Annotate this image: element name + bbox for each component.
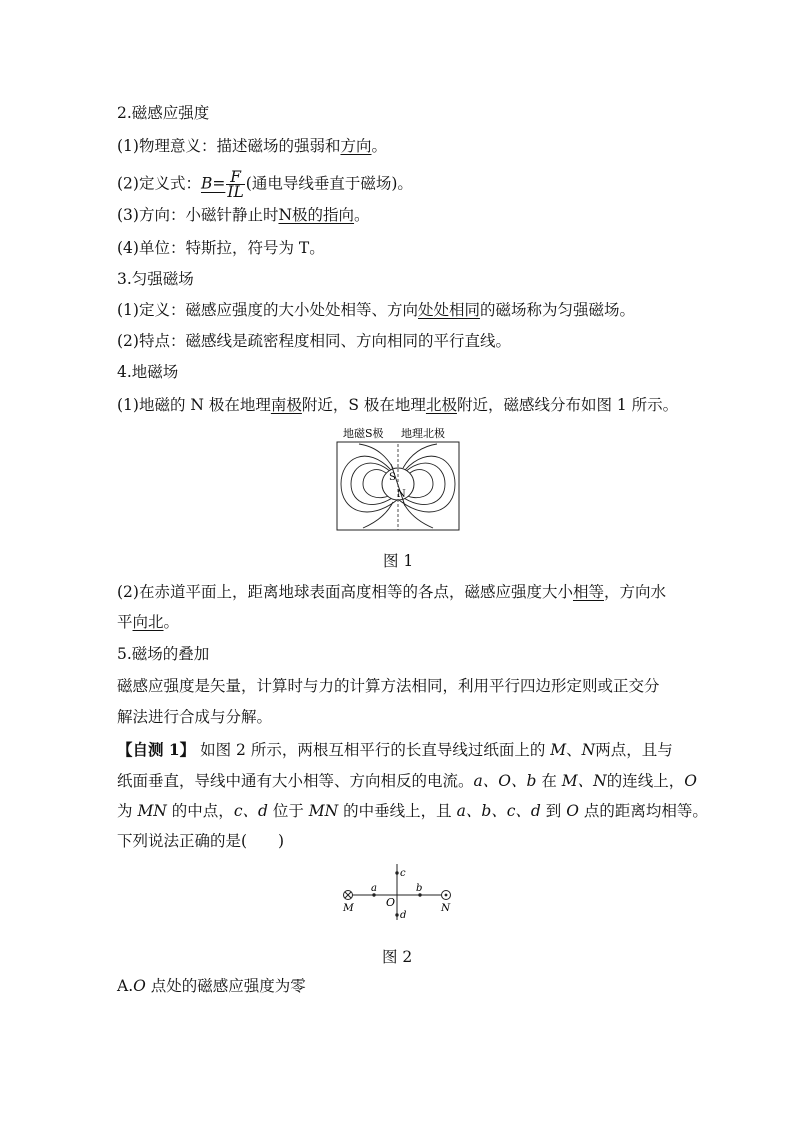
s2-meaning-line: (1)物理意义：描述磁场的强弱和方向。 [117, 137, 387, 155]
option-a: A.O 点处的磁感应强度为零 [117, 977, 306, 995]
fig2-wire-m-into-page [344, 891, 353, 900]
s5-line-2: 解法进行合成与分解。 [117, 708, 273, 726]
fig1-label-geo-north: 地理北极 [401, 427, 445, 440]
fig2-point-d [395, 913, 398, 916]
fig2-label-b: b [416, 883, 423, 894]
s5-line-1: 磁感应强度是矢量，计算时与力的计算方法相同，利用平行四边形定则或正交分 [117, 677, 660, 695]
s3-feature-line: (2)特点：磁感线是疏密程度相同、方向相同的平行直线。 [117, 332, 511, 350]
s2-direction-line: (3)方向：小磁针静止时N极的指向。 [117, 206, 370, 224]
blank-same-everywhere: 处处相同 [417, 301, 480, 319]
section-5-title: 5.磁场的叠加 [117, 645, 210, 663]
blank-northward: 向北 [132, 613, 164, 631]
s4-poles-line: (1)地磁的 N 极在地理南极附近，S 极在地理北极附近，磁感线分布如图 1 所示。 [117, 396, 679, 414]
fig1-pole-n: N [397, 489, 406, 500]
blank-n-pole: N极的指向 [278, 206, 355, 224]
problem-tag: 【自测 1】 [117, 740, 196, 759]
problem-line-2: 纸面垂直，导线中通有大小相等、方向相反的电流。a、O、b 在 M、N的连线上，O [117, 772, 697, 790]
figure-2-wires [336, 862, 460, 922]
s3-definition-line: (1)定义：磁感应强度的大小处处相等、方向处处相同的磁场称为匀强磁场。 [117, 301, 635, 319]
fig2-label-n: N [441, 902, 451, 914]
blank-equal: 相等 [572, 583, 604, 601]
s4-equator-line: (2)在赤道平面上，距离地球表面高度相等的各点，磁感应强度大小相等，方向水 [117, 583, 666, 601]
blank-direction: 方向 [340, 137, 372, 155]
fig1-label-geomag-s: 地磁S极 [343, 427, 384, 440]
formula-fraction: $\frac{F}{IL}$ [227, 168, 244, 201]
figure-2-caption: 图 2 [382, 948, 413, 966]
figure-1-earth-field [333, 424, 463, 534]
section-4-title: 4.地磁场 [117, 363, 179, 381]
formula-lhs: B= [200, 174, 226, 193]
fig2-point-c [395, 871, 398, 874]
problem-line-1: 【自测 1】 如图 2 所示，两根互相平行的长直导线过纸面上的 M、N两点，且与 [117, 740, 673, 759]
fig2-label-d: d [400, 910, 407, 921]
section-2-title: 2.磁感应强度 [117, 104, 210, 122]
fig2-label-a: a [371, 883, 377, 894]
figure-1-caption: 图 1 [383, 552, 414, 570]
problem-line-4: 下列说法正确的是( ) [117, 832, 285, 850]
fig2-label-c: c [400, 868, 406, 879]
section-3-title: 3.匀强磁场 [117, 270, 194, 288]
s4-equator-line-2: 平向北。 [117, 613, 180, 631]
fig2-wire-n-out-of-page [442, 891, 451, 900]
fig1-pole-s: S [389, 472, 396, 483]
fig2-label-o: O [386, 896, 396, 909]
s2-definition-line: (2)定义式：B= $\frac{F}{IL}$ (通电导线垂直于磁场)。 [117, 168, 413, 201]
fig2-label-m: M [343, 902, 354, 914]
blank-south: 南极 [270, 396, 302, 414]
problem-line-3: 为 MN 的中点，c、d 位于 MN 的中垂线上，且 a、b、c、d 到 O 点的距离均相等。 [117, 802, 708, 820]
blank-north: 北极 [425, 396, 457, 414]
s2-unit-line: (4)单位：特斯拉，符号为 T。 [117, 239, 325, 257]
